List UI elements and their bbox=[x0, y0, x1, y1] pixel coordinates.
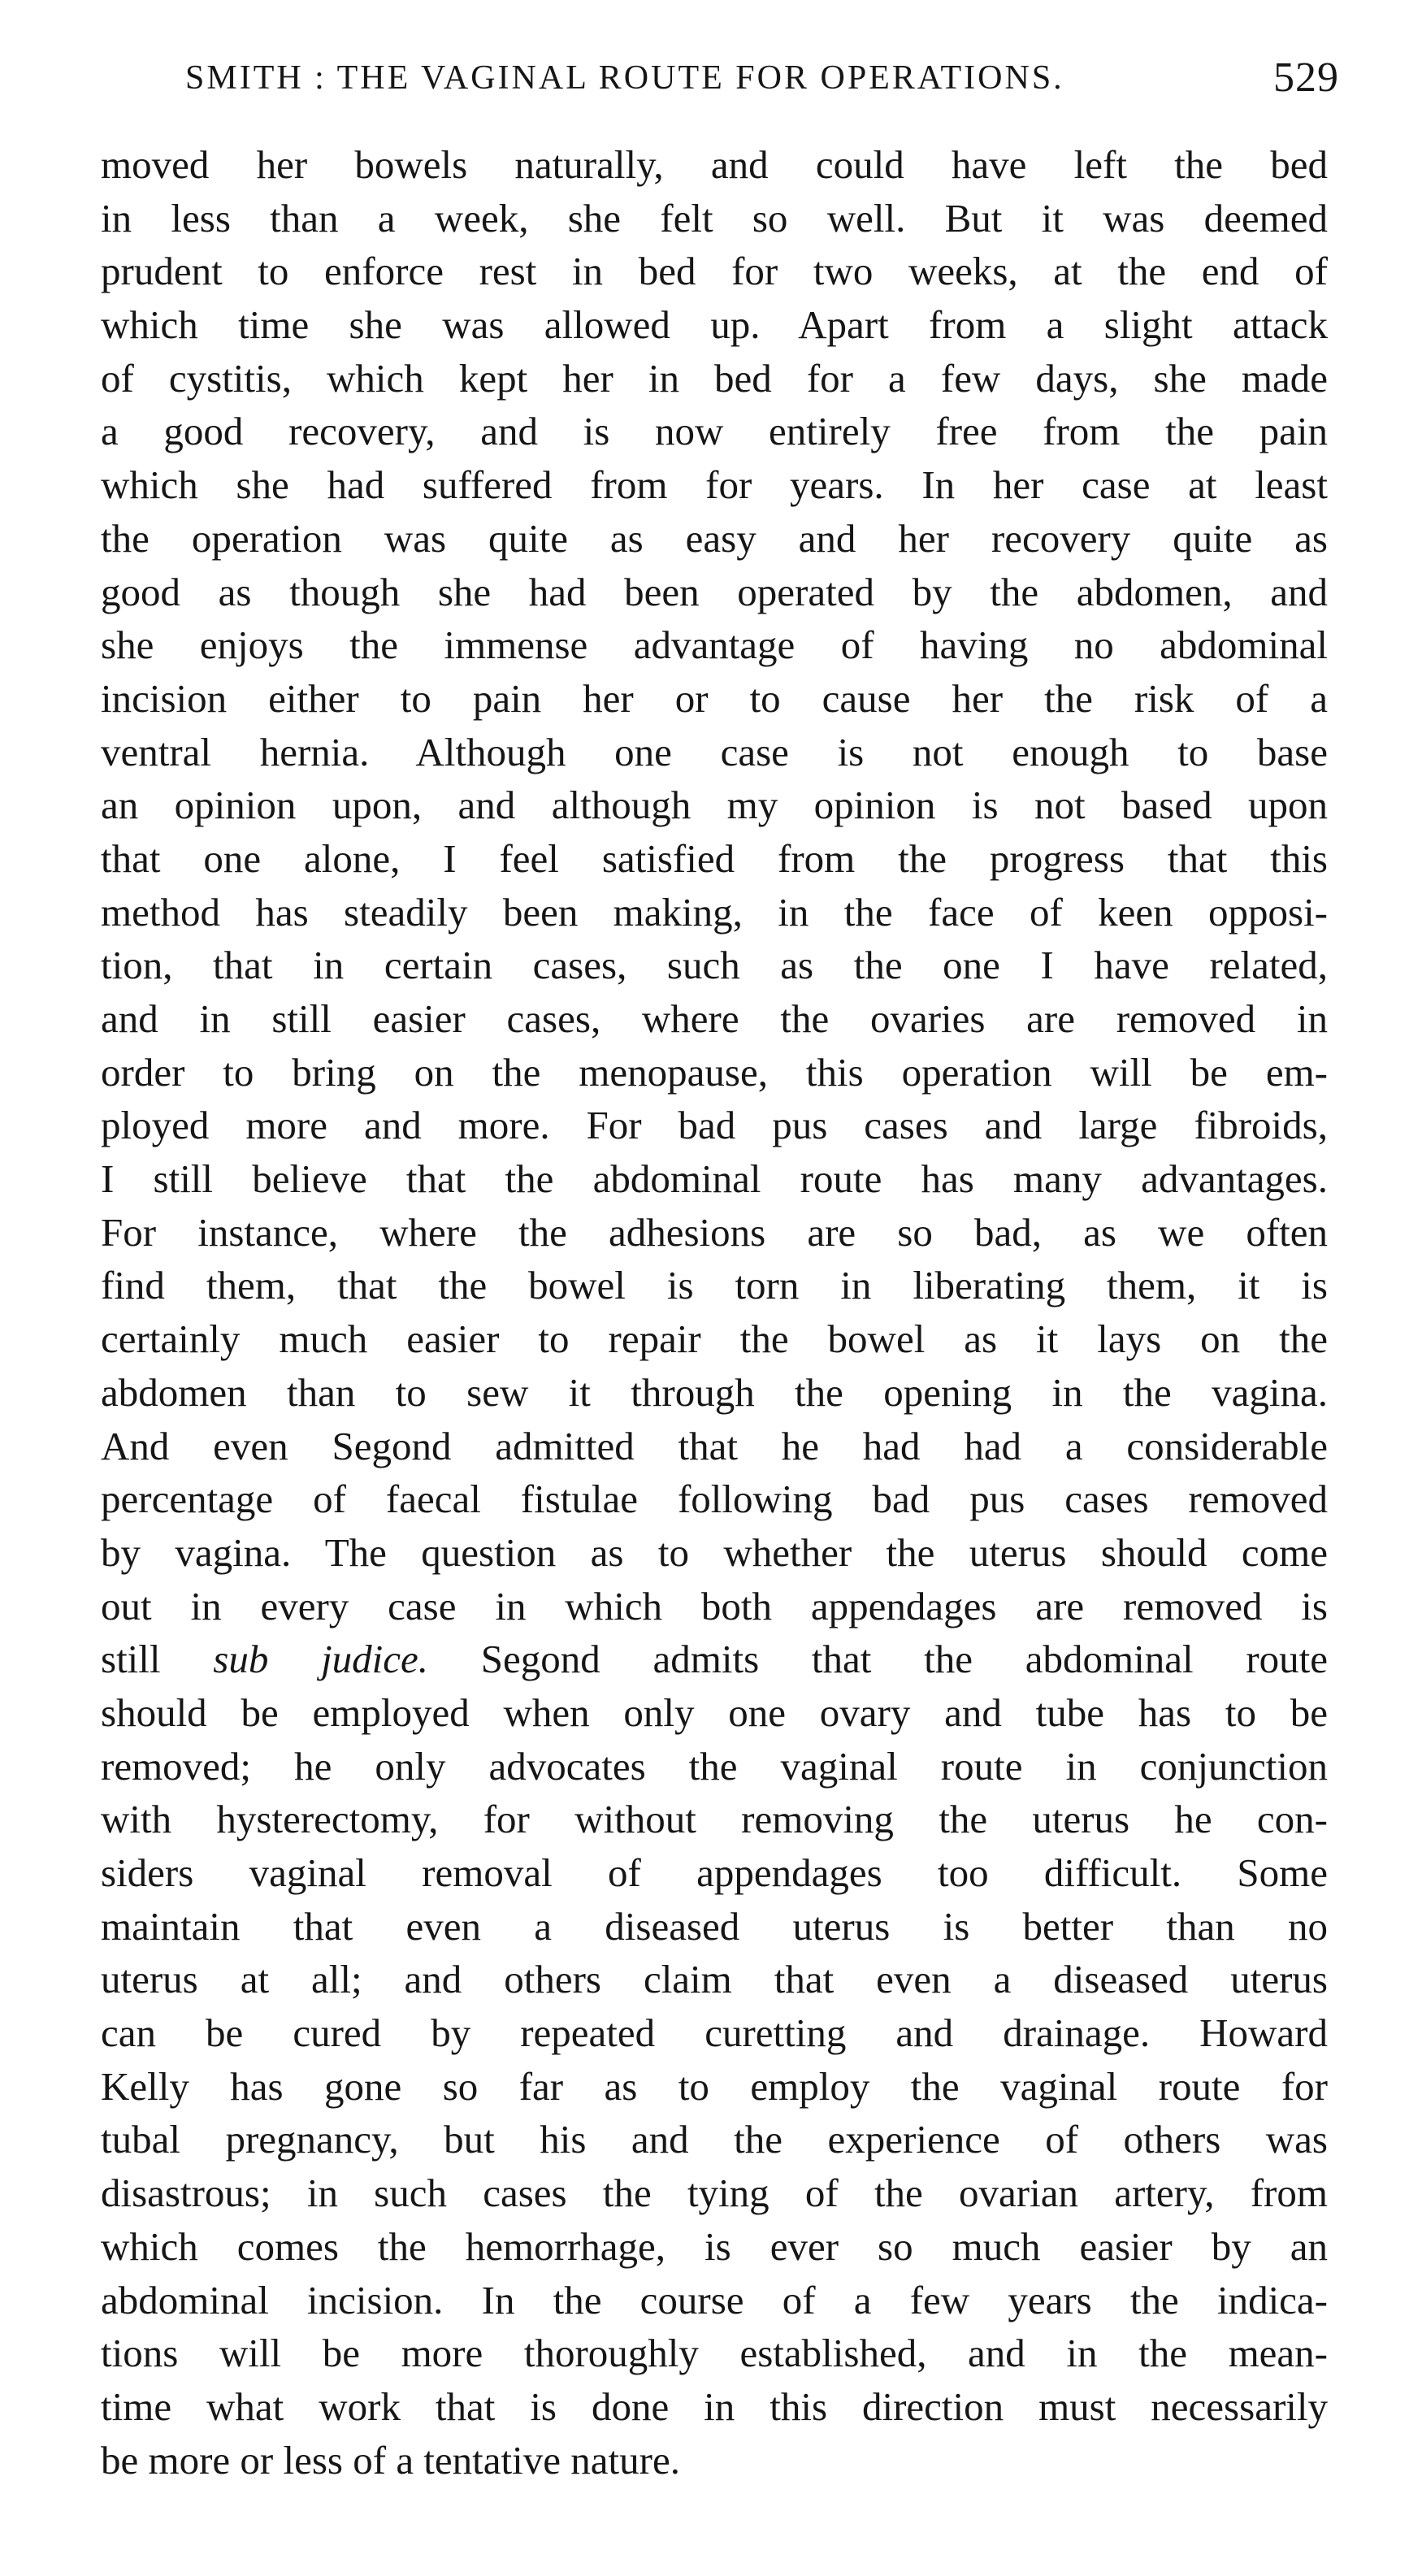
text-line: an opinion upon, and although my opinion is not based upon bbox=[101, 783, 1328, 828]
text-line: of cystitis, which kept her in bed for a few days, she made bbox=[101, 355, 1328, 401]
text-line-last: be more or less of a tentative nature. bbox=[101, 2437, 680, 2483]
text-line: method has steadily been making, in the face of keen opposi- bbox=[101, 889, 1328, 935]
text-line: Kelly has gone so far as to employ the vaginal route for bbox=[101, 2063, 1328, 2109]
text-line: which she had suffered from for years. In her case at least bbox=[101, 462, 1328, 508]
text-line: And even Segond admitted that he had had a considerable bbox=[101, 1423, 1328, 1468]
text-line: uterus at all; and others claim that even a diseased uterus bbox=[101, 1957, 1328, 2002]
text-line: abdominal incision. In the course of a few years the indica- bbox=[101, 2277, 1328, 2322]
text-line: she enjoys the immense advantage of having no abdominal bbox=[101, 622, 1328, 668]
text-line: in less than a week, she felt so well. But it was deemed bbox=[101, 195, 1328, 241]
text-line: order to bring on the menopause, this operation will be em- bbox=[101, 1049, 1328, 1095]
text-line: which comes the hemorrhage, is ever so much easier by an bbox=[101, 2223, 1328, 2269]
text-line: siders vaginal removal of appendages too difficult. Some bbox=[101, 1850, 1328, 1895]
text-line: removed; he only advocates the vaginal route in conjunction bbox=[101, 1743, 1328, 1789]
text-line: tubal pregnancy, but his and the experience of others was bbox=[101, 2117, 1328, 2162]
text-line: good as though she had been operated by the abdomen, and bbox=[101, 569, 1328, 614]
text-line: that one alone, I feel satisfied from the progress that this bbox=[101, 835, 1328, 881]
running-head bbox=[185, 54, 1339, 115]
text-line: should be employed when only one ovary and tube has to be bbox=[101, 1689, 1328, 1735]
body-text bbox=[101, 138, 1328, 2487]
text-line: and in still easier cases, where the ovaries are removed in bbox=[101, 996, 1328, 1041]
text-line: percentage of faecal fistulae following bad pus cases removed bbox=[101, 1477, 1328, 1522]
text-line: a good recovery, and is now entirely free from the pain bbox=[101, 409, 1328, 454]
text-line: out in every case in which both appendages are removed is bbox=[101, 1583, 1328, 1628]
text-line: incision either to pain her or to cause her the risk of a bbox=[101, 675, 1328, 721]
text-line: find them, that the bowel is torn in liberating them, it is bbox=[101, 1263, 1328, 1308]
text-line: certainly much easier to repair the bowel as it lays on the bbox=[101, 1316, 1328, 1362]
text-line: with hysterectomy, for without removing the uterus he con- bbox=[101, 1797, 1328, 1842]
page-number: 529 bbox=[1273, 54, 1339, 101]
text-run: still bbox=[101, 1637, 214, 1682]
text-line: prudent to enforce rest in bed for two weeks, at the end of bbox=[101, 249, 1328, 294]
running-head-title: SMITH : THE VAGINAL ROUTE FOR OPERATIONS. bbox=[185, 59, 1064, 97]
text-line: which time she was allowed up. Apart from a slight attack bbox=[101, 302, 1328, 348]
text-line: ventral hernia. Although one case is not enough to base bbox=[101, 729, 1328, 774]
text-line: can be cured by repeated curetting and drainage. Howard bbox=[101, 2010, 1328, 2056]
text-line: tion, that in certain cases, such as the one I have related, bbox=[101, 943, 1328, 988]
text-line: the operation was quite as easy and her recovery quite as bbox=[101, 515, 1328, 561]
text-line: tions will be more thoroughly established, and in the mean- bbox=[101, 2331, 1328, 2376]
text-line: For instance, where the adhesions are so bad, as we often bbox=[101, 1209, 1328, 1255]
text-line: ployed more and more. For bad pus cases and large fibroids, bbox=[101, 1103, 1328, 1148]
text-line: abdomen than to sew it through the opening in the vagina. bbox=[101, 1369, 1328, 1415]
text-line: maintain that even a diseased uterus is better than no bbox=[101, 1903, 1328, 1949]
text-run: Segond admits that the abdominal route bbox=[428, 1637, 1329, 1682]
text-line: moved her bowels naturally, and could have left the bed bbox=[101, 142, 1328, 187]
text-line: disastrous; in such cases the tying of the ovarian artery, from bbox=[101, 2171, 1328, 2216]
text-line: I still believe that the abdominal route has many advantages. bbox=[101, 1156, 1328, 1202]
text-line-with-italic bbox=[101, 1633, 1328, 1686]
text-line: by vagina. The question as to whether the uterus should come bbox=[101, 1529, 1328, 1575]
italic-phrase: sub judice. bbox=[213, 1637, 429, 1682]
text-line: time what work that is done in this direction must necessarily bbox=[101, 2383, 1328, 2429]
